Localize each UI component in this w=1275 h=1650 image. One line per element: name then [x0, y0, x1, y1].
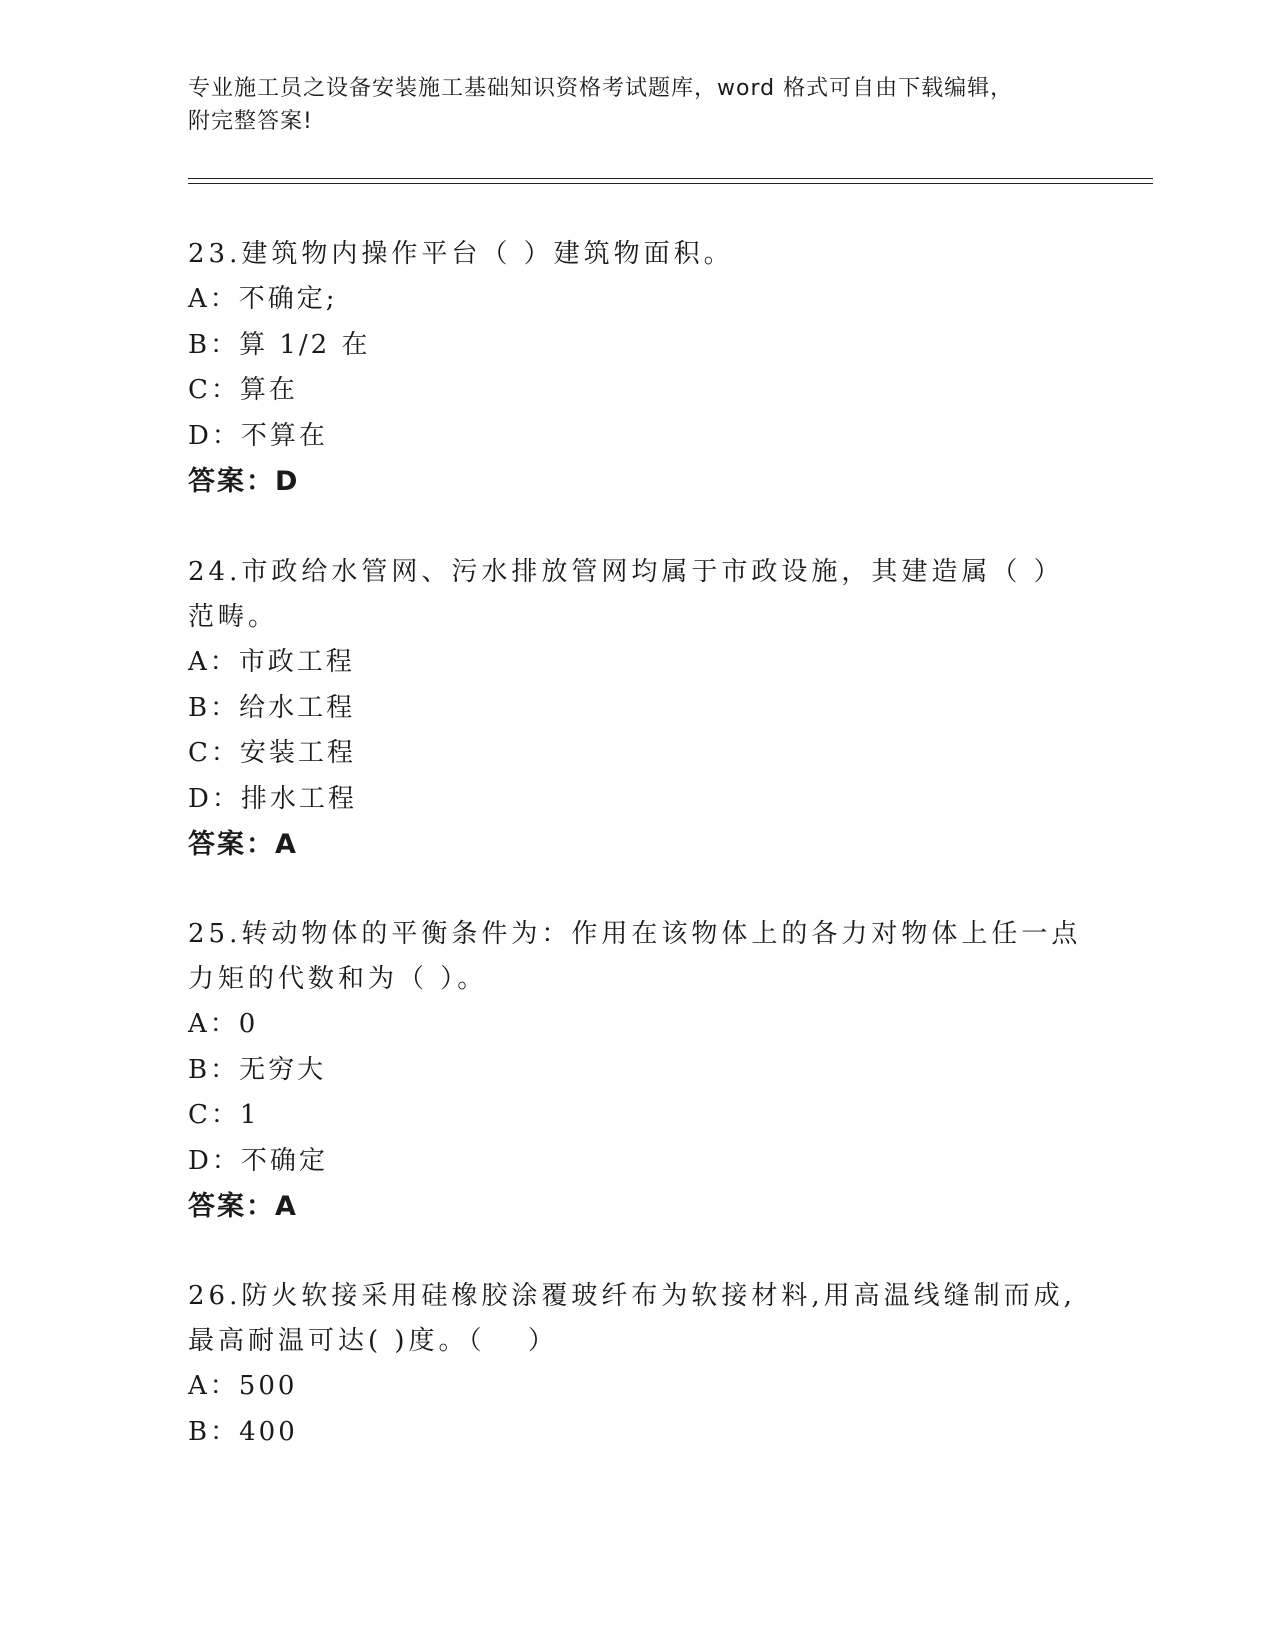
option-d: [188, 414, 1088, 460]
option-text: 400: [239, 1416, 298, 1447]
question-stem: 25.转动物体的平衡条件为：作用在该物体上的各力对物体上任一点力矩的代数和为（ ）。: [188, 919, 1082, 994]
option-text: 0: [238, 1009, 259, 1039]
answer-label: 答案：A: [188, 829, 298, 860]
option-key: B：: [188, 1416, 240, 1447]
option-text: 给水工程: [239, 692, 356, 723]
option-key: C：: [188, 1100, 240, 1130]
option-b: [188, 1410, 1088, 1456]
option-text: 市政工程: [238, 647, 355, 677]
option-key: C：: [188, 738, 240, 768]
option-key: A：: [188, 284, 239, 314]
option-b: [188, 323, 1088, 369]
option-a: [188, 640, 1088, 686]
question-stem: 23.建筑物内操作平台（ ）建筑物面积。: [188, 239, 734, 269]
option-text: 500: [238, 1371, 298, 1401]
option-b: [188, 1048, 1088, 1094]
answer-label: 答案：A: [188, 1191, 298, 1222]
option-text: 无穷大: [239, 1054, 327, 1085]
document-header: [188, 72, 1068, 138]
option-a: [188, 277, 1088, 323]
option-key: A：: [188, 647, 239, 677]
option-text: 不确定: [240, 1145, 328, 1176]
option-key: B：: [188, 1054, 240, 1085]
question-25: [188, 912, 1088, 1229]
option-text: 1: [239, 1100, 260, 1130]
option-d: [188, 1139, 1088, 1185]
option-c: [188, 1093, 1088, 1139]
answer-label: 答案：D: [188, 466, 300, 497]
option-key: D：: [188, 1145, 241, 1176]
option-c: [188, 731, 1088, 777]
option-text: 不确定;: [238, 284, 338, 314]
question-23: [188, 232, 1088, 504]
option-a: [188, 1002, 1088, 1048]
header-divider-bottom: [188, 183, 1153, 184]
option-b: [188, 686, 1088, 732]
option-a: [188, 1364, 1088, 1410]
option-text: 算在: [239, 375, 298, 405]
question-26: [188, 1274, 1088, 1455]
option-text: 不算在: [240, 420, 328, 451]
header-line-1: 专业施工员之设备安装施工基础知识资格考试题库，word 格式可自由下载编辑，: [188, 76, 1014, 101]
header-divider-top: [188, 178, 1153, 179]
header-line-2: 附完整答案!: [188, 109, 313, 134]
option-d: [188, 777, 1088, 823]
option-text: 算 1/2 在: [239, 329, 371, 360]
option-key: A：: [188, 1371, 239, 1401]
question-stem: 26.防火软接采用硅橡胶涂覆玻纤布为软接材料,用高温线缝制而成,最高耐温可达( )度。（ ）: [188, 1281, 1076, 1356]
option-key: B：: [188, 329, 240, 360]
option-c: [188, 368, 1088, 414]
question-stem: 24.市政给水管网、污水排放管网均属于市政设施，其建造属（ ）范畴。: [188, 557, 1064, 632]
option-key: D：: [188, 420, 241, 451]
option-key: C：: [188, 375, 240, 405]
option-key: B：: [188, 692, 240, 723]
option-text: 排水工程: [240, 783, 357, 814]
option-key: A：: [188, 1009, 239, 1039]
option-key: D：: [188, 783, 241, 814]
option-text: 安装工程: [239, 738, 356, 768]
question-24: [188, 550, 1088, 867]
